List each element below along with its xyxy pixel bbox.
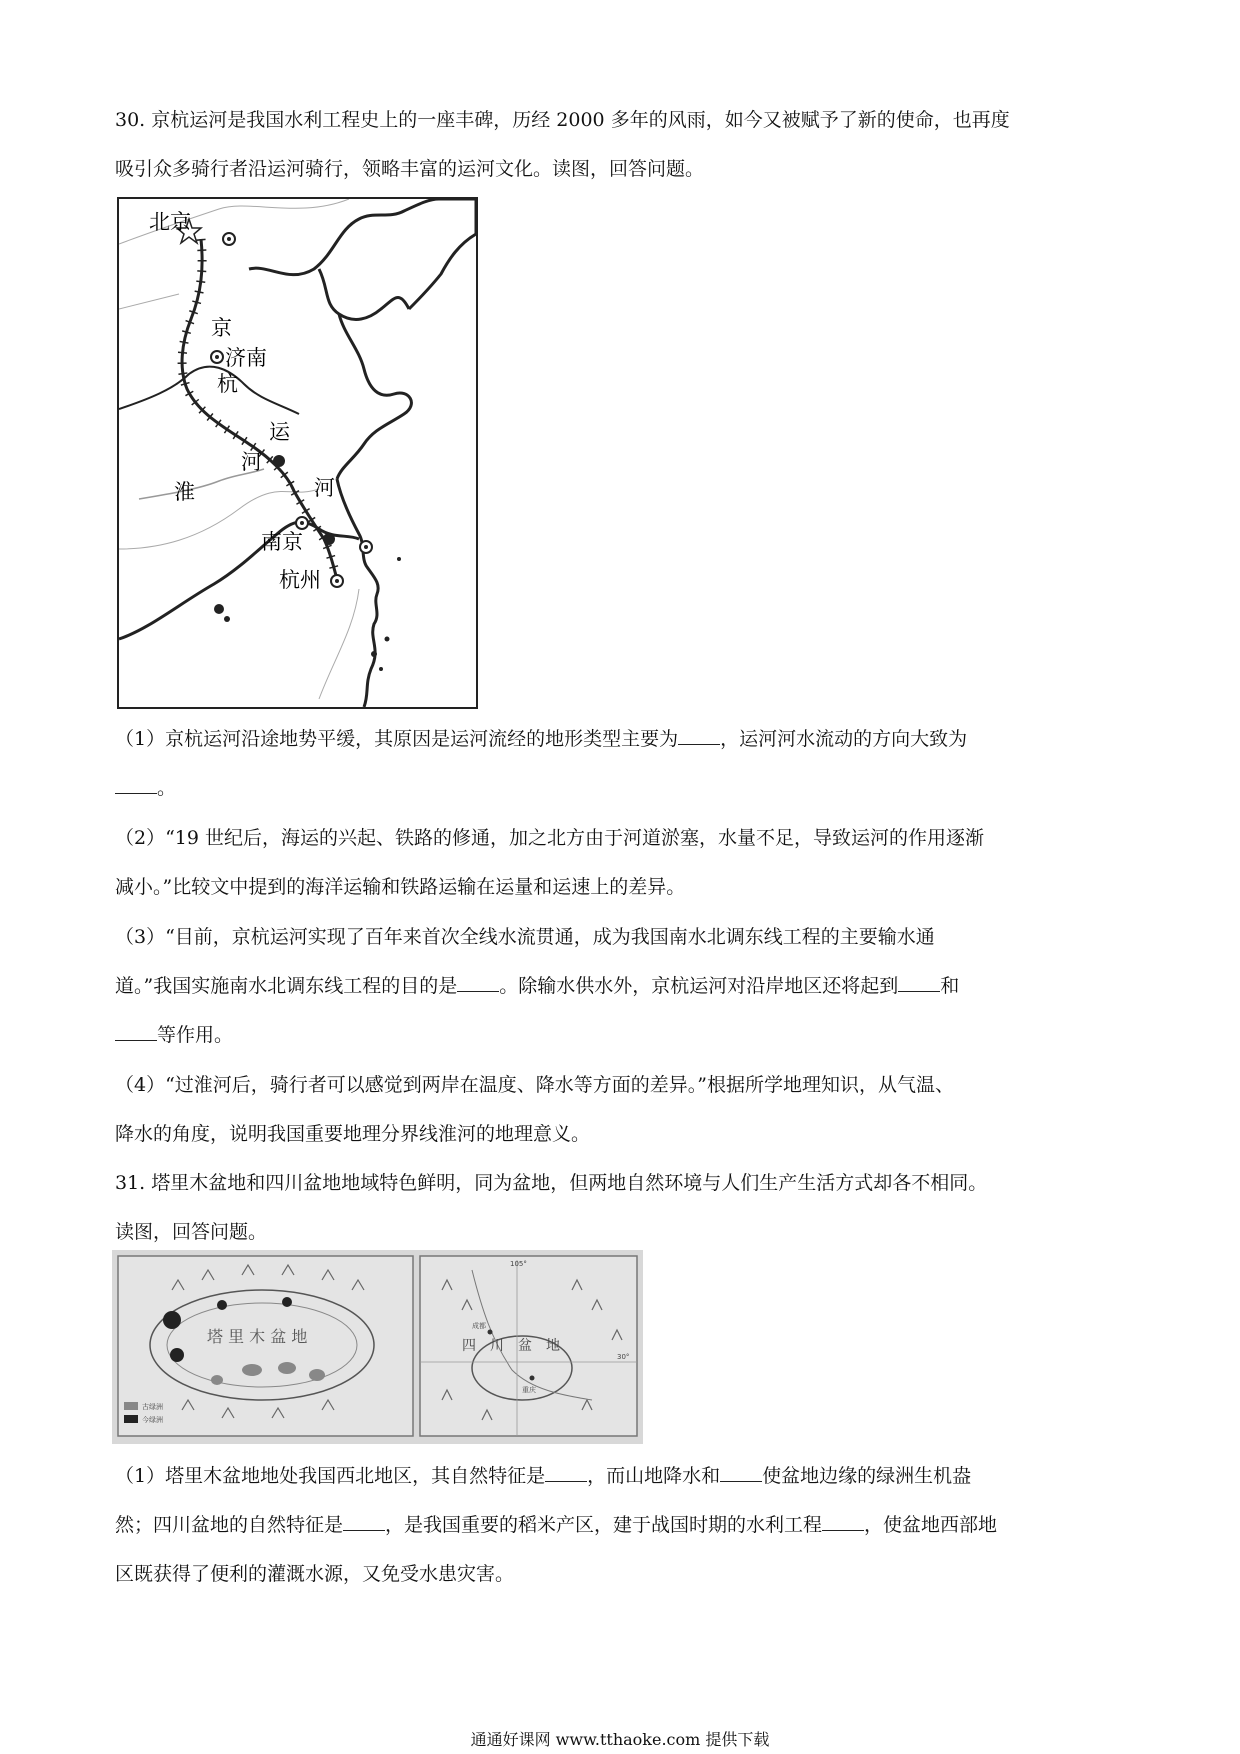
q30-part3-line3: 等作用。 (115, 1022, 233, 1048)
label-hangzhou: 杭州 (279, 568, 321, 592)
q31-part1-line3: 区既获得了便利的灌溉水源，又免受水患灾害。 (115, 1563, 515, 1585)
answer-blank[interactable] (545, 1481, 587, 1482)
answer-blank[interactable] (898, 991, 940, 992)
q30-part1-line2: 。 (115, 775, 176, 801)
page-footer: 通通好课网 www.tthaoke.com 提供下载 (470, 1730, 770, 1749)
answer-blank[interactable] (822, 1530, 864, 1531)
label-tarim: 塔 里 木 盆 地 (207, 1327, 308, 1346)
q31-part1-line1: （1）塔里木盆地地处我国西北地区，其自然特征是 ，而山地降水和 使盆地边缘的绿洲生机盎 (115, 1465, 972, 1487)
answer-blank[interactable] (115, 1040, 157, 1041)
answer-blank[interactable] (457, 991, 499, 992)
label-hang: 杭 (217, 372, 238, 396)
answer-blank[interactable] (343, 1530, 385, 1531)
grand-canal-map (117, 197, 478, 709)
q30-part4-line1: （4）“过淮河后，骑行者可以感觉到两岸在温度、降水等方面的差异。”根据所学地理知识，从气温、 (115, 1074, 955, 1096)
label-jing: 京 (211, 316, 232, 340)
label-nanjing: 南京 (261, 530, 303, 554)
label-longitude: 105° (510, 1260, 527, 1268)
q30-intro-line2: 吸引众多骑行者沿运河骑行，领略丰富的运河文化。读图，回答问题。 (115, 158, 705, 180)
label-he2: 河 (314, 476, 335, 500)
label-he1: 河 (241, 450, 262, 474)
basins-map-svg (112, 1250, 643, 1444)
label-beijing: 北京 (149, 210, 191, 234)
label-chongqing: 重庆 (522, 1386, 536, 1394)
label-jinan: 济南 (225, 346, 267, 370)
label-huai: 淮 (174, 480, 195, 504)
q30-intro-line1: 30. 京杭运河是我国水利工程史上的一座丰碑，历经 2000 多年的风雨，如今又被赋予了新的使命，也再度 (115, 109, 1010, 131)
basins-map (112, 1250, 643, 1444)
q30-part4-line2: 降水的角度，说明我国重要地理分界线淮河的地理意义。 (115, 1123, 591, 1145)
label-latitude: 30° (617, 1353, 630, 1361)
answer-blank[interactable] (115, 793, 157, 794)
q30-part2-line2: 减小。”比较文中提到的海洋运输和铁路运输在运量和运速上的差异。 (115, 876, 686, 898)
answer-blank[interactable] (678, 744, 720, 745)
q31-intro-line2: 读图，回答问题。 (115, 1221, 268, 1243)
q30-part2-line1: （2）“19 世纪后，海运的兴起、铁路的修通，加之北方由于河道淤塞，水量不足，导致运河的作用逐渐 (115, 827, 985, 849)
q31-part1-line2: 然；四川盆地的自然特征是 ，是我国重要的稻米产区，建于战国时期的水利工程 ，使盆地西部地 (115, 1514, 998, 1536)
q30-part1-line1: （1）京杭运河沿途地势平缓，其原因是运河流经的地形类型主要为 ，运河河水流动的方向大致为 (115, 728, 968, 750)
legend-current-oasis: 今绿洲 (142, 1416, 163, 1424)
q30-part3-line2: 道。”我国实施南水北调东线工程的目的是 。除输水供水外，京杭运河对沿岸地区还将起到 和 (115, 975, 960, 997)
label-chengdu: 成都 (472, 1322, 486, 1330)
answer-blank[interactable] (720, 1481, 762, 1482)
q31-intro-line1: 31. 塔里木盆地和四川盆地地域特色鲜明，同为盆地，但两地自然环境与人们生产生活方式却各不相同。 (115, 1172, 988, 1194)
grand-canal-map-svg (119, 199, 476, 707)
legend-old-oasis: 古绿洲 (142, 1403, 163, 1411)
label-yun: 运 (269, 420, 290, 444)
q30-part3-line1: （3）“目前，京杭运河实现了百年来首次全线水流贯通，成为我国南水北调东线工程的主要输水通 (115, 926, 935, 948)
label-sichuan-basin: 四 川 盆 地 (462, 1338, 560, 1354)
